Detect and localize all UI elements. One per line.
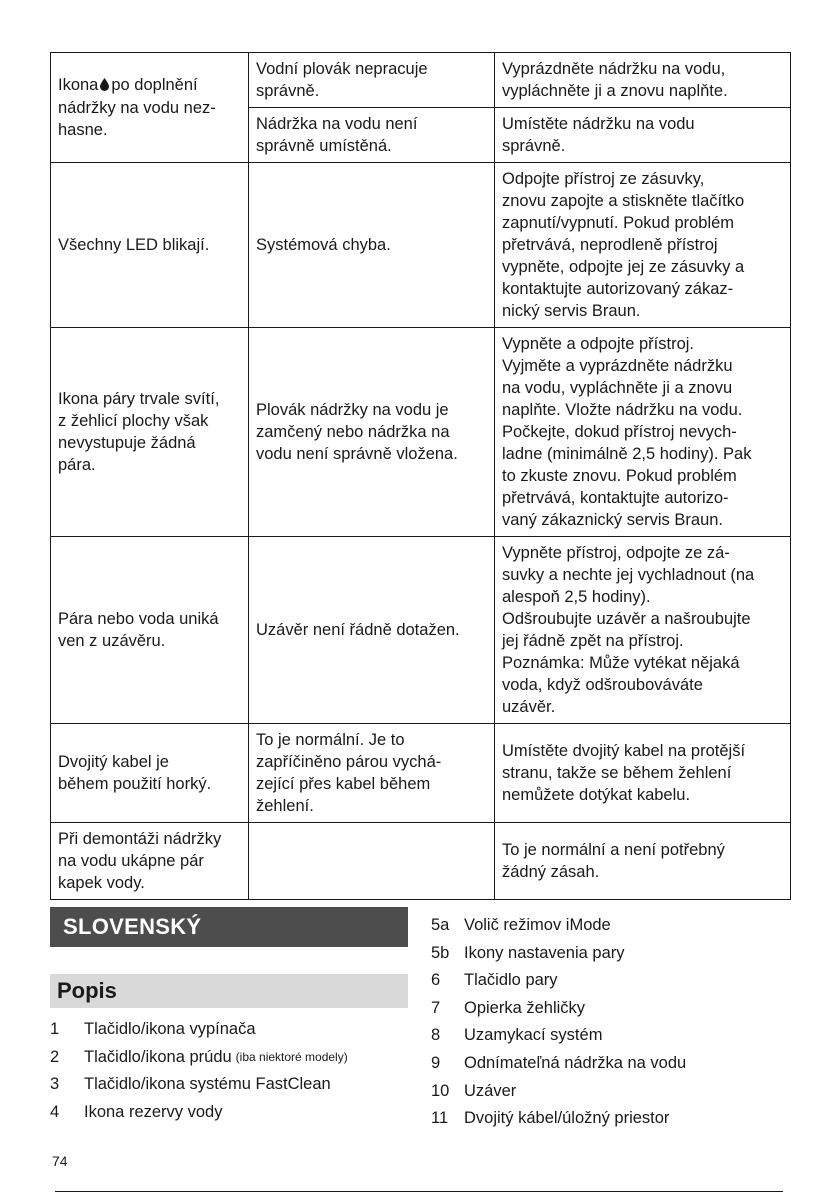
- table-row: [51, 163, 791, 328]
- water-drop-icon: [100, 75, 109, 97]
- item-number: 3: [50, 1075, 60, 1094]
- item-number: 9: [431, 1053, 441, 1072]
- list-item: [431, 940, 791, 968]
- remedy-cell: Vypněte a odpojte přístroj. Vyjměte a vyprázdněte nádržku na vodu, vypláchněte ji a znovu naplňte. Vložte nádržku na vodu. Počkejte, dokud přístroj nevych- ladne (minimálně 2,5 hodiny). Pak to zkuste znovu. Pokud problém přetrvává, kontaktujte autorizo- vaný zákaznický servis Braun.: [495, 328, 791, 537]
- symptom-cell: Všechny LED blikají.: [51, 163, 249, 328]
- description-left-column: [50, 907, 408, 1126]
- page-number: 74: [52, 1153, 68, 1169]
- item-number: 8: [431, 1026, 441, 1045]
- item-label: Uzáver: [464, 1081, 517, 1100]
- item-label: Ikony nastavenia pary: [464, 943, 625, 962]
- table-row: [51, 823, 791, 900]
- section-heading: Popis: [50, 974, 408, 1008]
- item-note: (iba niektoré modely): [235, 1049, 348, 1064]
- cause-cell: Vodní plovák nepracuje správně.: [249, 53, 495, 108]
- item-number: 2: [50, 1047, 60, 1066]
- language-heading: SLOVENSKÝ: [50, 907, 408, 947]
- cause-cell: To je normální. Je to zapříčiněno párou vychá- zející přes kabel během žehlení.: [249, 724, 495, 823]
- remedy-cell: Odpojte přístroj ze zásuvky, znovu zapojte a stiskněte tlačítko zapnutí/vypnutí. Pokud problém přetrvává, neprodleně přístroj vypněte, odpojte jej ze zásuvky a kontaktujte autorizovaný zákaz- nický servis Braun.: [495, 163, 791, 328]
- item-number: 7: [431, 998, 441, 1017]
- item-number: 6: [431, 971, 441, 990]
- parts-list-right: [431, 912, 791, 1133]
- symptom-cell: Dvojitý kabel je během použití horký.: [51, 724, 249, 823]
- remedy-cell: Umístěte nádržku na vodu správně.: [495, 108, 791, 163]
- list-item: [431, 995, 791, 1023]
- cause-cell: Plovák nádržky na vodu je zamčený nebo nádržka na vodu není správně vložena.: [249, 328, 495, 537]
- item-label: Tlačidlo/ikona systému FastClean: [84, 1075, 331, 1094]
- item-label: Volič režimov iMode: [464, 916, 611, 934]
- item-label: Uzamykací systém: [464, 1026, 603, 1045]
- list-item: [50, 1099, 408, 1127]
- item-label: Ikona rezervy vody: [84, 1102, 223, 1121]
- item-number: 1: [50, 1020, 60, 1038]
- table-row: [51, 328, 791, 537]
- symptom-cell: Ikona páry trvale svítí, z žehlicí plochy však nevystupuje žádná pára.: [51, 328, 249, 537]
- item-label: Tlačidlo/ikona vypínača: [84, 1020, 256, 1038]
- table-row: [51, 53, 791, 108]
- item-label: Tlačidlo pary: [464, 971, 558, 990]
- symptom-text: Ikona: [58, 76, 99, 94]
- symptom-cell: Při demontáži nádržky na vodu ukápne pár kapek vody.: [51, 823, 249, 900]
- remedy-cell: Umístěte dvojitý kabel na protější stranu, takže se během žehlení nemůžete dotýkat kabelu.: [495, 724, 791, 823]
- item-label: Dvojitý kábel/úložný priestor: [464, 1109, 670, 1128]
- cause-cell: Nádržka na vodu není správně umístěná.: [249, 108, 495, 163]
- parts-list-left: [50, 1016, 408, 1126]
- list-item: [431, 967, 791, 995]
- list-item: [50, 1016, 408, 1044]
- item-label: Tlačidlo/ikona prúdu: [84, 1047, 232, 1066]
- item-number: 5b: [431, 943, 450, 962]
- list-item: [50, 1071, 408, 1099]
- list-item: [50, 1044, 408, 1072]
- table-row: [51, 724, 791, 823]
- troubleshooting-table: [50, 52, 791, 900]
- cause-cell: Uzávěr není řádně dotažen.: [249, 537, 495, 724]
- remedy-cell: To je normální a není potřebný žádný zásah.: [495, 823, 791, 900]
- symptom-cell: [51, 53, 249, 163]
- item-number: 5a: [431, 916, 450, 934]
- item-number: 4: [50, 1102, 60, 1121]
- list-item: [431, 1078, 791, 1106]
- remedy-cell: Vyprázdněte nádržku na vodu, vypláchněte ji a znovu naplňte.: [495, 53, 791, 108]
- list-item: [431, 1050, 791, 1078]
- list-item: [431, 1105, 791, 1133]
- description-right-column: [431, 912, 791, 1133]
- item-label: Odnímateľná nádržka na vodu: [464, 1053, 687, 1072]
- item-number: 10: [431, 1081, 450, 1100]
- item-number: 11: [431, 1109, 449, 1128]
- list-item: [431, 912, 791, 940]
- remedy-cell: Vypněte přístroj, odpojte ze zá- suvky a nechte jej vychladnout (na alespoň 2,5 hodiny). Odšroubujte uzávěr a našroubujte jej řádně zpět na přístroj. Poznámka: Může vytékat nějaká voda, když odšroubováváte uzávěr.: [495, 537, 791, 724]
- table-row: [51, 537, 791, 724]
- symptom-cell: Pára nebo voda uniká ven z uzávěru.: [51, 537, 249, 724]
- cause-cell: Systémová chyba.: [249, 163, 495, 328]
- item-label: Opierka žehličky: [464, 998, 586, 1017]
- cause-cell: [249, 823, 495, 900]
- list-item: [431, 1022, 791, 1050]
- symptom-text: po doplnění nádržky na vodu nez- hasne.: [58, 76, 216, 139]
